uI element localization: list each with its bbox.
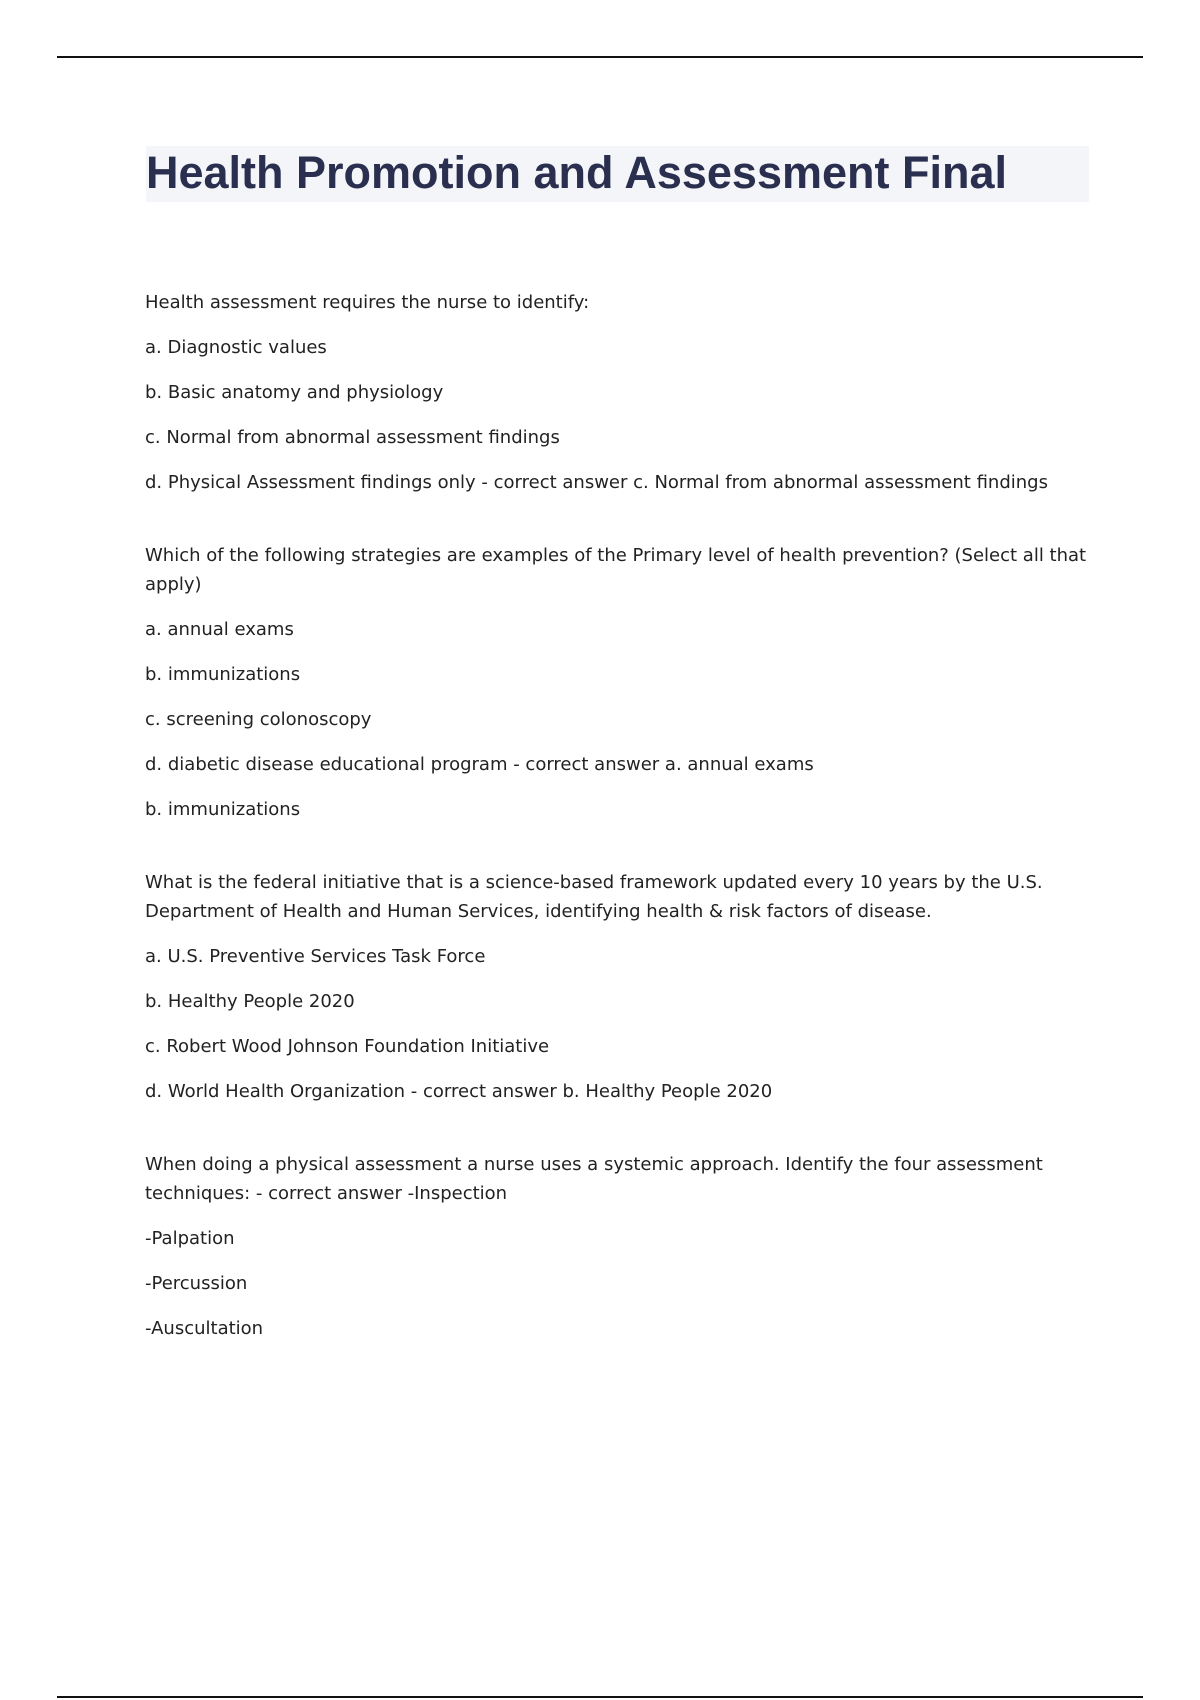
answer-option: b. Basic anatomy and physiology xyxy=(145,382,444,403)
document-body xyxy=(145,288,1095,1387)
answer-option: a. U.S. Preventive Services Task Force xyxy=(145,946,486,967)
document-title: Health Promotion and Assessment Final xyxy=(146,147,1007,198)
top-rule xyxy=(57,56,1143,58)
answer-option: c. screening colonoscopy xyxy=(145,709,372,730)
question-text: Health assessment requires the nurse to identify: xyxy=(145,292,590,313)
answer-option: d. Physical Assessment findings only - correct answer c. Normal from abnormal assessment findings xyxy=(145,472,1048,493)
answer-option: a. annual exams xyxy=(145,619,294,640)
question-block xyxy=(145,868,1095,1106)
question-text: When doing a physical assessment a nurse uses a systemic approach. Identify the four assessment techniques: - correct answer -Inspection xyxy=(145,1154,1043,1204)
answer-option: b. Healthy People 2020 xyxy=(145,991,355,1012)
answer-option: b. immunizations xyxy=(145,664,301,685)
question-text: What is the federal initiative that is a science-based framework updated every 10 years by the U.S. Department of Health and Human Services, identifying health & risk factors of disease. xyxy=(145,872,1043,922)
answer-option: c. Normal from abnormal assessment findings xyxy=(145,427,560,448)
answer-option: a. Diagnostic values xyxy=(145,337,327,358)
answer-option: b. immunizations xyxy=(145,799,301,820)
question-block xyxy=(145,1150,1095,1343)
question-block xyxy=(145,288,1095,497)
bottom-rule xyxy=(57,1696,1143,1698)
answer-option: -Percussion xyxy=(145,1273,248,1294)
answer-option: d. World Health Organization - correct answer b. Healthy People 2020 xyxy=(145,1081,773,1102)
answer-option: -Palpation xyxy=(145,1228,235,1249)
question-block xyxy=(145,541,1095,824)
answer-option: -Auscultation xyxy=(145,1318,264,1339)
answer-option: d. diabetic disease educational program - correct answer a. annual exams xyxy=(145,754,814,775)
question-text: Which of the following strategies are examples of the Primary level of health prevention? (Select all that apply) xyxy=(145,545,1087,595)
answer-option: c. Robert Wood Johnson Foundation Initiative xyxy=(145,1036,550,1057)
